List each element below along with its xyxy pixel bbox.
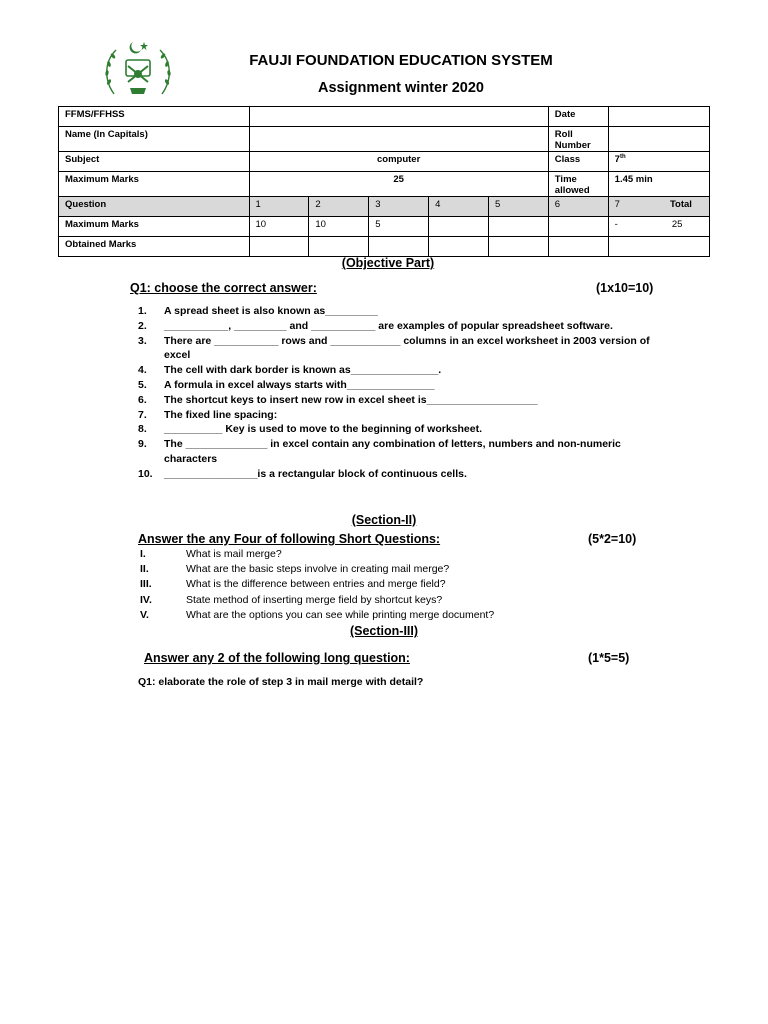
item-text: The ______________ in excel contain any combination of letters, numbers and non-numeric characters — [164, 438, 621, 465]
cell-label: Class — [548, 152, 608, 172]
item-text: What are the options you can see while printing merge document? — [186, 608, 495, 621]
cell-value — [249, 107, 548, 127]
cell-value: 1 — [249, 197, 309, 217]
cell-value: 10 — [249, 217, 309, 237]
class-suffix: th — [619, 154, 626, 160]
cell-value — [548, 217, 608, 237]
cell-value: 6 — [548, 197, 608, 217]
item-text: The shortcut keys to insert new row in excel sheet is___________________ — [164, 393, 538, 406]
list-item — [140, 608, 660, 623]
cell-value — [608, 197, 709, 217]
item-text: __________ Key is used to move to the beginning of worksheet. — [164, 423, 483, 436]
item-text: What is the difference between entries and merge field? — [186, 578, 446, 591]
section-3-question: Answer any 2 of the following long question: — [144, 651, 410, 665]
cell-value: 1.45 min — [608, 172, 709, 197]
cell-value — [608, 107, 709, 127]
list-item — [138, 467, 658, 482]
cell-value — [608, 127, 709, 152]
item-number: 2. — [138, 319, 147, 332]
item-text: ___________, _________ and ___________ are examples of popular spreadsheet software. — [164, 319, 613, 332]
table-row — [59, 107, 710, 127]
cell-label: Maximum Marks — [59, 172, 250, 197]
class-number: 7 — [614, 154, 620, 166]
item-number: V. — [140, 608, 149, 621]
cell-label: Question — [59, 197, 250, 217]
item-number: 5. — [138, 378, 147, 391]
student-info-table — [58, 106, 710, 257]
objective-question: Q1: choose the correct answer: — [130, 281, 317, 295]
list-item — [138, 422, 658, 437]
cell-value — [548, 237, 608, 257]
item-text: What are the basic steps involve in creating mail merge? — [186, 563, 450, 576]
cell-value — [429, 237, 489, 257]
cell-value — [608, 152, 709, 172]
list-item — [138, 437, 658, 467]
table-row — [59, 172, 710, 197]
item-text: What is mail merge? — [186, 548, 282, 560]
cell-label: Date — [548, 107, 608, 127]
item-number: 10. — [138, 467, 153, 480]
section-2-question: Answer the any Four of following Short Questions: — [138, 532, 441, 546]
school-title: FAUJI FOUNDATION EDUCATION SYSTEM — [249, 52, 553, 69]
cell-label: FFMS/FFHSS — [59, 107, 250, 127]
cell-value: 5 — [488, 197, 548, 217]
cell-value — [309, 237, 369, 257]
item-number: 7. — [138, 408, 147, 421]
item-number: 9. — [138, 438, 147, 451]
list-item — [138, 408, 658, 423]
item-text: The cell with dark border is known as_______________. — [164, 364, 442, 377]
section-2-marks: (5*2=10) — [588, 532, 637, 546]
cell-value: 3 — [369, 197, 429, 217]
cell-value: 4 — [429, 197, 489, 217]
item-number: 6. — [138, 393, 147, 406]
item-text: ________________is a rectangular block of continuous cells. — [164, 467, 467, 480]
cell-label: Name (In Capitals) — [59, 127, 250, 152]
cell-value: computer — [249, 152, 548, 172]
table-row — [59, 152, 710, 172]
cell-label: Obtained Marks — [59, 237, 250, 257]
cell-value: 2 — [309, 197, 369, 217]
item-number: IV. — [140, 593, 152, 606]
cell-value — [488, 237, 548, 257]
cell-value — [249, 237, 309, 257]
cell-value — [369, 237, 429, 257]
cell-label: Subject — [59, 152, 250, 172]
short-questions-list — [140, 547, 660, 623]
section-3-heading: (Section-III) — [349, 624, 419, 638]
table-row — [59, 237, 710, 257]
item-text: The fixed line spacing: — [164, 408, 278, 421]
cell-value — [429, 217, 489, 237]
item-text: State method of inserting merge field by shortcut keys? — [186, 593, 443, 606]
list-item — [138, 393, 658, 408]
cell-value: - — [614, 219, 618, 230]
assignment-title: Assignment winter 2020 — [318, 80, 484, 96]
cell-value: 5 — [369, 217, 429, 237]
list-item — [140, 547, 660, 562]
list-item — [138, 319, 658, 334]
list-item — [138, 378, 658, 393]
cell-value — [249, 127, 548, 152]
cell-value: 10 — [309, 217, 369, 237]
table-row — [59, 217, 710, 237]
cell-value: 7 — [614, 199, 620, 210]
list-item — [138, 334, 658, 364]
cell-value — [608, 237, 709, 257]
item-text: A spread sheet is also known as_________ — [164, 305, 378, 317]
item-text: There are ___________ rows and ____________ columns in an excel worksheet in 2003 version of excel — [164, 334, 650, 362]
item-number: 1. — [138, 305, 147, 317]
long-question-1: Q1: elaborate the role of step 3 in mail merge with detail? — [138, 676, 424, 688]
list-item — [138, 304, 658, 319]
section-3-marks: (1*5=5) — [588, 651, 630, 665]
objective-heading: (Objective Part) — [341, 256, 435, 270]
objective-marks: (1x10=10) — [596, 281, 654, 295]
item-number: 8. — [138, 423, 147, 436]
list-item — [140, 593, 660, 608]
list-item — [138, 363, 658, 378]
item-text: A formula in excel always starts with_______________ — [164, 378, 435, 391]
section-2-heading: (Section-II) — [351, 513, 417, 527]
cell-value: 25 — [671, 219, 683, 230]
list-item — [140, 562, 660, 577]
cell-label: Maximum Marks — [59, 217, 250, 237]
cell-value — [608, 217, 709, 237]
item-number: 4. — [138, 364, 147, 377]
item-number: I. — [140, 548, 146, 560]
item-number: III. — [140, 578, 152, 591]
list-item — [140, 577, 660, 592]
table-row — [59, 197, 710, 217]
cell-label: Roll Number — [548, 127, 608, 152]
table-row — [59, 127, 710, 152]
item-number: II. — [140, 563, 149, 576]
cell-label: Time allowed — [548, 172, 608, 197]
cell-value — [488, 217, 548, 237]
cell-label: Total — [669, 199, 692, 210]
mcq-list — [138, 304, 658, 482]
item-number: 3. — [138, 334, 147, 347]
cell-value: 25 — [249, 172, 548, 197]
